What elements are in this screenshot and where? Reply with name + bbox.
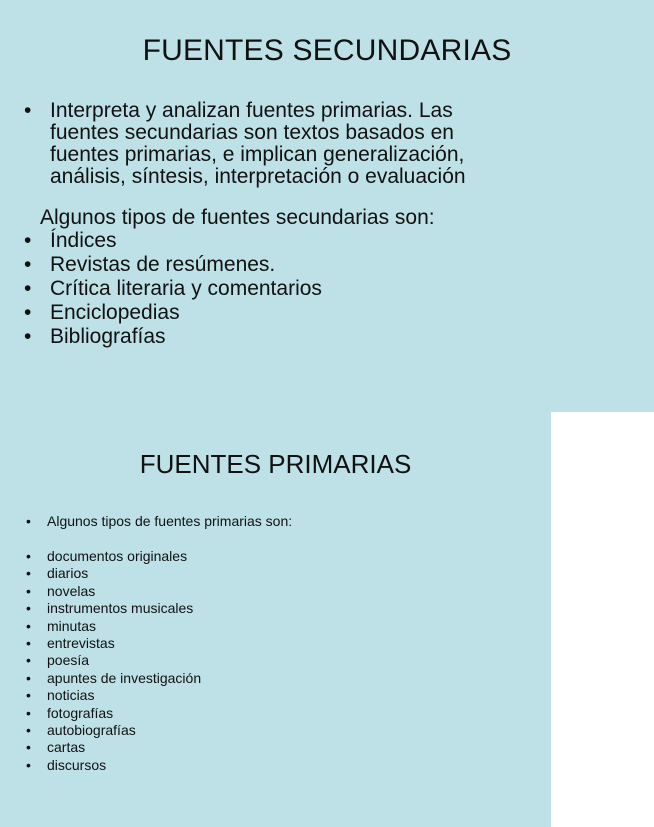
bullet-icon: • [26, 617, 31, 634]
bullet-icon: • [26, 722, 31, 739]
list-item [24, 229, 322, 253]
list-item [26, 548, 201, 565]
bullet-icon: • [24, 253, 32, 276]
list-item-text: entrevistas [47, 635, 115, 652]
list-item-text: apuntes de investigación [47, 669, 202, 686]
secondary-types-list [24, 229, 322, 349]
bullet-icon: • [26, 687, 31, 704]
list-item [26, 739, 201, 756]
list-item-text: Enciclopedias [50, 301, 180, 324]
primary-title: FUENTES PRIMARIAS [139, 449, 412, 479]
list-item [26, 618, 201, 635]
list-item [26, 652, 201, 669]
secondary-sources-slide [0, 0, 654, 412]
secondary-description-item [24, 100, 644, 188]
list-item-text: cartas [47, 739, 86, 756]
primary-types-intro [26, 513, 292, 530]
list-item-text: discursos [47, 756, 107, 773]
description-line-3: fuentes primarias, e implican generalización, [50, 143, 465, 166]
list-item-text: fotografías [47, 704, 114, 721]
secondary-types-intro: Algunos tipos de fuentes secundarias son: [40, 206, 435, 229]
primary-sources-slide [0, 412, 551, 827]
list-item [24, 301, 322, 325]
list-item-text: poesía [47, 652, 90, 669]
bullet-icon: • [24, 99, 32, 122]
primary-intro-text: Algunos tipos de fuentes primarias son: [47, 513, 293, 529]
description-line-2: fuentes secundarias son textos basados en [50, 121, 454, 144]
list-item [24, 253, 322, 277]
bullet-icon: • [26, 600, 31, 617]
bullet-icon: • [26, 565, 31, 582]
list-item [26, 635, 201, 652]
list-item [26, 687, 201, 704]
bullet-icon: • [26, 513, 31, 529]
list-item [26, 565, 201, 582]
bullet-icon: • [24, 277, 32, 300]
list-item-text: documentos originales [47, 548, 188, 564]
bullet-icon: • [26, 669, 31, 686]
secondary-title: FUENTES SECUNDARIAS [142, 34, 512, 67]
description-line-1: Interpreta y analizan fuentes primarias. Las [50, 99, 453, 122]
list-item-text: Crítica literaria y comentarios [50, 277, 322, 300]
list-item [26, 722, 201, 739]
secondary-description [24, 100, 644, 188]
list-item [24, 277, 322, 301]
list-item-text: instrumentos musicales [47, 600, 194, 617]
bullet-icon: • [24, 301, 32, 324]
list-item-text: minutas [47, 617, 97, 634]
bullet-icon: • [24, 325, 32, 348]
list-item-text: Revistas de resúmenes. [50, 253, 276, 276]
list-item [26, 583, 201, 600]
bullet-icon: • [26, 548, 31, 564]
bullet-icon: • [26, 739, 31, 756]
list-item-text: autobiografías [47, 722, 136, 739]
list-item [26, 757, 201, 774]
list-item [26, 705, 201, 722]
list-item-text: diarios [47, 565, 89, 582]
description-line-4: análisis, síntesis, interpretación o evaluación [50, 165, 466, 188]
bullet-icon: • [26, 652, 31, 669]
bullet-icon: • [24, 229, 32, 252]
list-item-text: Bibliografías [50, 325, 166, 348]
list-item-text: novelas [47, 582, 96, 599]
bullet-icon: • [26, 756, 31, 773]
bullet-icon: • [26, 635, 31, 652]
list-item [26, 600, 201, 617]
list-item [24, 325, 322, 349]
list-item [26, 670, 201, 687]
list-item-text: noticias [47, 687, 95, 704]
primary-types-list [26, 548, 201, 774]
list-item-text: Índices [50, 229, 117, 252]
bullet-icon: • [26, 704, 31, 721]
bullet-icon: • [26, 582, 31, 599]
